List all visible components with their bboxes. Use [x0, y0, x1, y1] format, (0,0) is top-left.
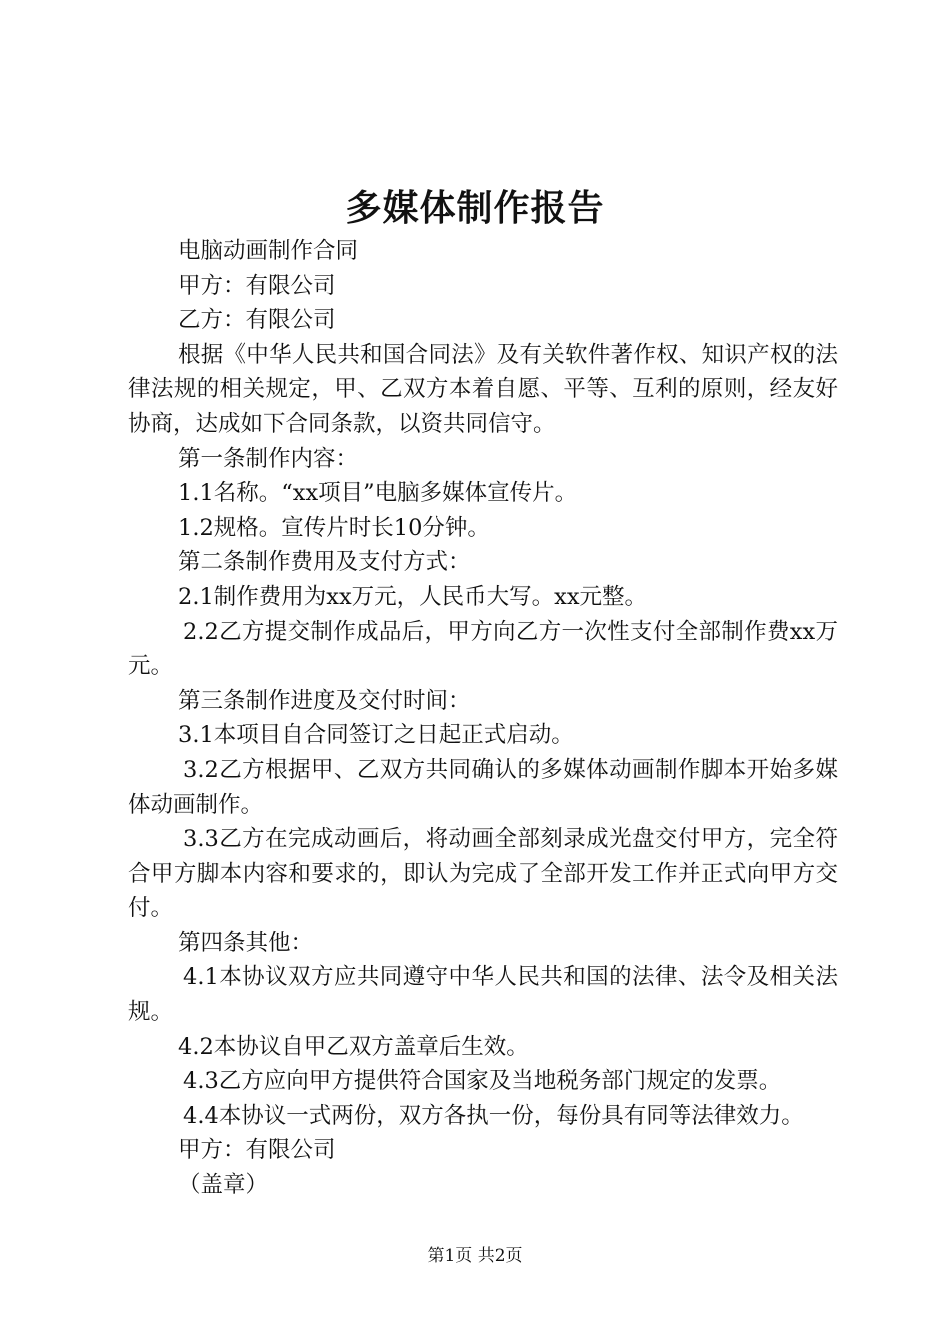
seal-note: （盖章） [178, 1172, 269, 1199]
page-indicator: 第1页 共2页 [427, 1246, 523, 1266]
party-a-line: 甲方：有限公司 [178, 272, 336, 299]
clause-1-1: 1.1名称。“xx项目”电脑多媒体宣传片。 [178, 480, 578, 507]
article-1-heading: 第一条制作内容： [178, 445, 359, 472]
clause-2-2: 2.2乙方提交制作成品后，甲方向乙方一次性支付全部制作费xx万元。 [128, 618, 838, 680]
clause-1-2: 1.2规格。宣传片时长10分钟。 [178, 514, 490, 541]
preamble-paragraph: 根据《中华人民共和国合同法》及有关软件著作权、知识产权的法律法规的相关规定，甲、乙双方本着自愿、平等、互利的原则，经友好协商，达成如下合同条款，以资共同信守。 [128, 341, 838, 437]
clause-4-3: 4.3乙方应向甲方提供符合国家及当地税务部门规定的发票。 [183, 1068, 782, 1095]
article-4-heading: 第四条其他： [178, 929, 314, 956]
clause-4-1: 4.1本协议双方应共同遵守中华人民共和国的法律、法令及相关法规。 [128, 964, 838, 1026]
article-2-heading: 第二条制作费用及支付方式： [178, 549, 471, 576]
clause-3-1: 3.1本项目自合同签订之日起正式启动。 [178, 722, 574, 749]
contract-heading: 电脑动画制作合同 [178, 238, 359, 264]
clause-3-3: 3.3乙方在完成动画后，将动画全部刻录成光盘交付甲方，完全符合甲方脚本内容和要求的，即认为完成了全部开发工作并正式向甲方交付。 [128, 826, 838, 922]
party-b-line: 乙方：有限公司 [178, 307, 336, 334]
signature-party-a: 甲方：有限公司 [178, 1137, 336, 1164]
page-title: 多媒体制作报告 [345, 187, 605, 229]
clause-3-2: 3.2乙方根据甲、乙双方共同确认的多媒体动画制作脚本开始多媒体动画制作。 [128, 756, 838, 818]
clause-2-1: 2.1制作费用为xx万元，人民币大写。xx元整。 [178, 583, 648, 610]
article-3-heading: 第三条制作进度及交付时间： [178, 687, 471, 714]
clause-4-2: 4.2本协议自甲乙双方盖章后生效。 [178, 1033, 529, 1060]
document-body [128, 234, 838, 1203]
clause-4-4: 4.4本协议一式两份，双方各执一份，每份具有同等法律效力。 [183, 1102, 804, 1129]
